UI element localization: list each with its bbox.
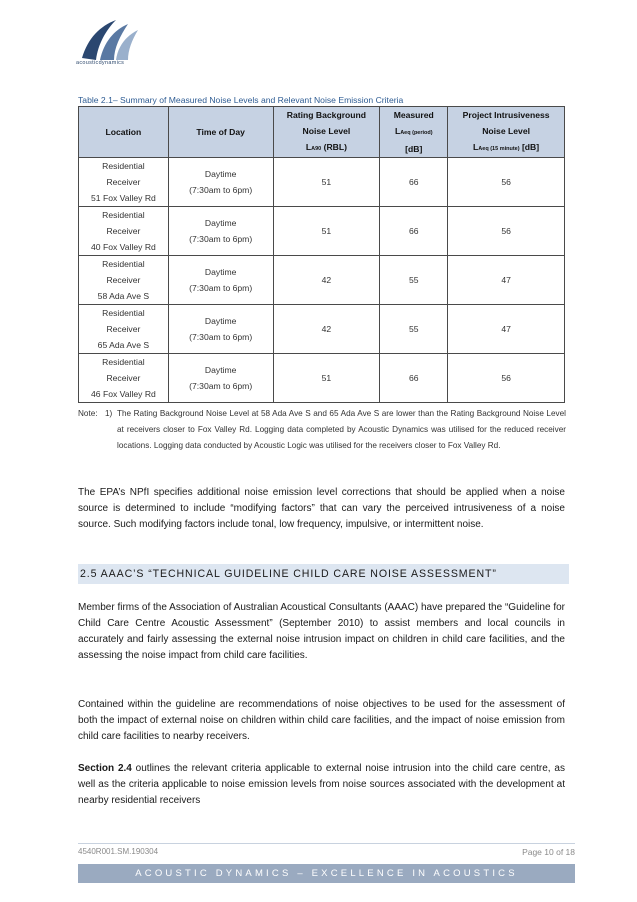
table-note <box>78 406 566 454</box>
table-header-row <box>79 107 565 158</box>
paragraph-npfi: The EPA’s NPfI specifies additional noise emission level corrections that should be applied when a noise source is determined to include “modifying factors” that can vary the perceived intrusiveness of a noise source. Such modifying factors include tonal, low frequency, impulsive, or intermittent noise. <box>78 487 565 530</box>
paragraph-section-2-4: Section 2.4 outlines the relevant criteria applicable to external noise intrusion into the child care centre, as well as the criteria applicable to noise emission levels from noise sources associated with the development at nearby residential receivers <box>78 763 565 806</box>
cell-location: Residential Receiver 40 Fox Valley Rd <box>79 207 169 256</box>
note-text: The Rating Background Noise Level at 58 Ada Ave S and 65 Ada Ave S are lower than the Rating Background Noise Level at receivers closer to Fox Valley Rd. Logging data completed by Acoustic Dynamics was utilised for the reduced receiver locations. Logging data conducted by Acoustic Logic was utilised for the receivers closer to Fox Valley Rd. <box>117 409 566 450</box>
cell-time: Daytime (7:30am to 6pm) <box>168 158 273 207</box>
table-row <box>79 207 565 256</box>
table-row <box>79 354 565 403</box>
footer-divider <box>78 843 575 844</box>
cell-intrusive: 56 <box>448 158 565 207</box>
header-measured: Measured LAeq (period) [dB] <box>380 107 448 158</box>
table-row <box>79 256 565 305</box>
cell-rbl: 42 <box>273 256 380 305</box>
cell-intrusive: 47 <box>448 305 565 354</box>
cell-time: Daytime (7:30am to 6pm) <box>168 207 273 256</box>
section-ref: Section 2.4 <box>78 763 132 774</box>
cell-intrusive: 56 <box>448 207 565 256</box>
header-project-intrusiveness: Project Intrusiveness Noise Level LAeq (15 minute) [dB] <box>448 107 565 158</box>
document-reference: 4540R001.SM.190304 <box>78 847 159 856</box>
cell-measured: 66 <box>380 158 448 207</box>
cell-measured: 55 <box>380 256 448 305</box>
cell-intrusive: 47 <box>448 256 565 305</box>
table-row <box>79 158 565 207</box>
section-heading: 2.5 AAAC’S “TECHNICAL GUIDELINE CHILD CARE NOISE ASSESSMENT” <box>78 564 569 584</box>
note-number: 1) <box>105 409 113 418</box>
logo-wordmark: acousticdynamics <box>76 60 125 66</box>
cell-location: Residential Receiver 58 Ada Ave S <box>79 256 169 305</box>
cell-measured: 66 <box>380 207 448 256</box>
cell-measured: 55 <box>380 305 448 354</box>
cell-location: Residential Receiver 65 Ada Ave S <box>79 305 169 354</box>
paragraph-aaac: Member firms of the Association of Australian Acoustical Consultants (AAAC) have prepared the “Guideline for Child Care Centre Acoustic Assessment” (September 2010) to assist members and local councils in accurately and fairly assessing the external noise intrusion impact on children in child care facilities, and the assessing the noise impact from child care facilities. <box>78 602 565 661</box>
header-time-of-day: Time of Day <box>168 107 273 158</box>
noise-levels-table <box>78 106 565 403</box>
cell-rbl: 51 <box>273 158 380 207</box>
cell-time: Daytime (7:30am to 6pm) <box>168 354 273 403</box>
footer-tagline: ACOUSTIC DYNAMICS – EXCELLENCE IN ACOUSTICS <box>78 864 575 883</box>
table-caption: Table 2.1– Summary of Measured Noise Levels and Relevant Noise Emission Criteria <box>78 95 404 105</box>
paragraph-guideline: Contained within the guideline are recommendations of noise objectives to be used for the assessment of both the impact of external noise on children within child care facilities, and the impact of noise emission from child care facilities to nearby receivers. <box>78 699 565 742</box>
cell-rbl: 51 <box>273 354 380 403</box>
table-row <box>79 305 565 354</box>
cell-time: Daytime (7:30am to 6pm) <box>168 305 273 354</box>
cell-intrusive: 56 <box>448 354 565 403</box>
page-number: Page 10 of 18 <box>522 847 575 857</box>
note-label: Note: <box>78 409 98 418</box>
cell-rbl: 51 <box>273 207 380 256</box>
cell-location: Residential Receiver 51 Fox Valley Rd <box>79 158 169 207</box>
header-location: Location <box>79 107 169 158</box>
cell-location: Residential Receiver 46 Fox Valley Rd <box>79 354 169 403</box>
cell-measured: 66 <box>380 354 448 403</box>
header-rating-background: Rating Background Noise Level LA90 (RBL) <box>273 107 380 158</box>
cell-time: Daytime (7:30am to 6pm) <box>168 256 273 305</box>
cell-rbl: 42 <box>273 305 380 354</box>
